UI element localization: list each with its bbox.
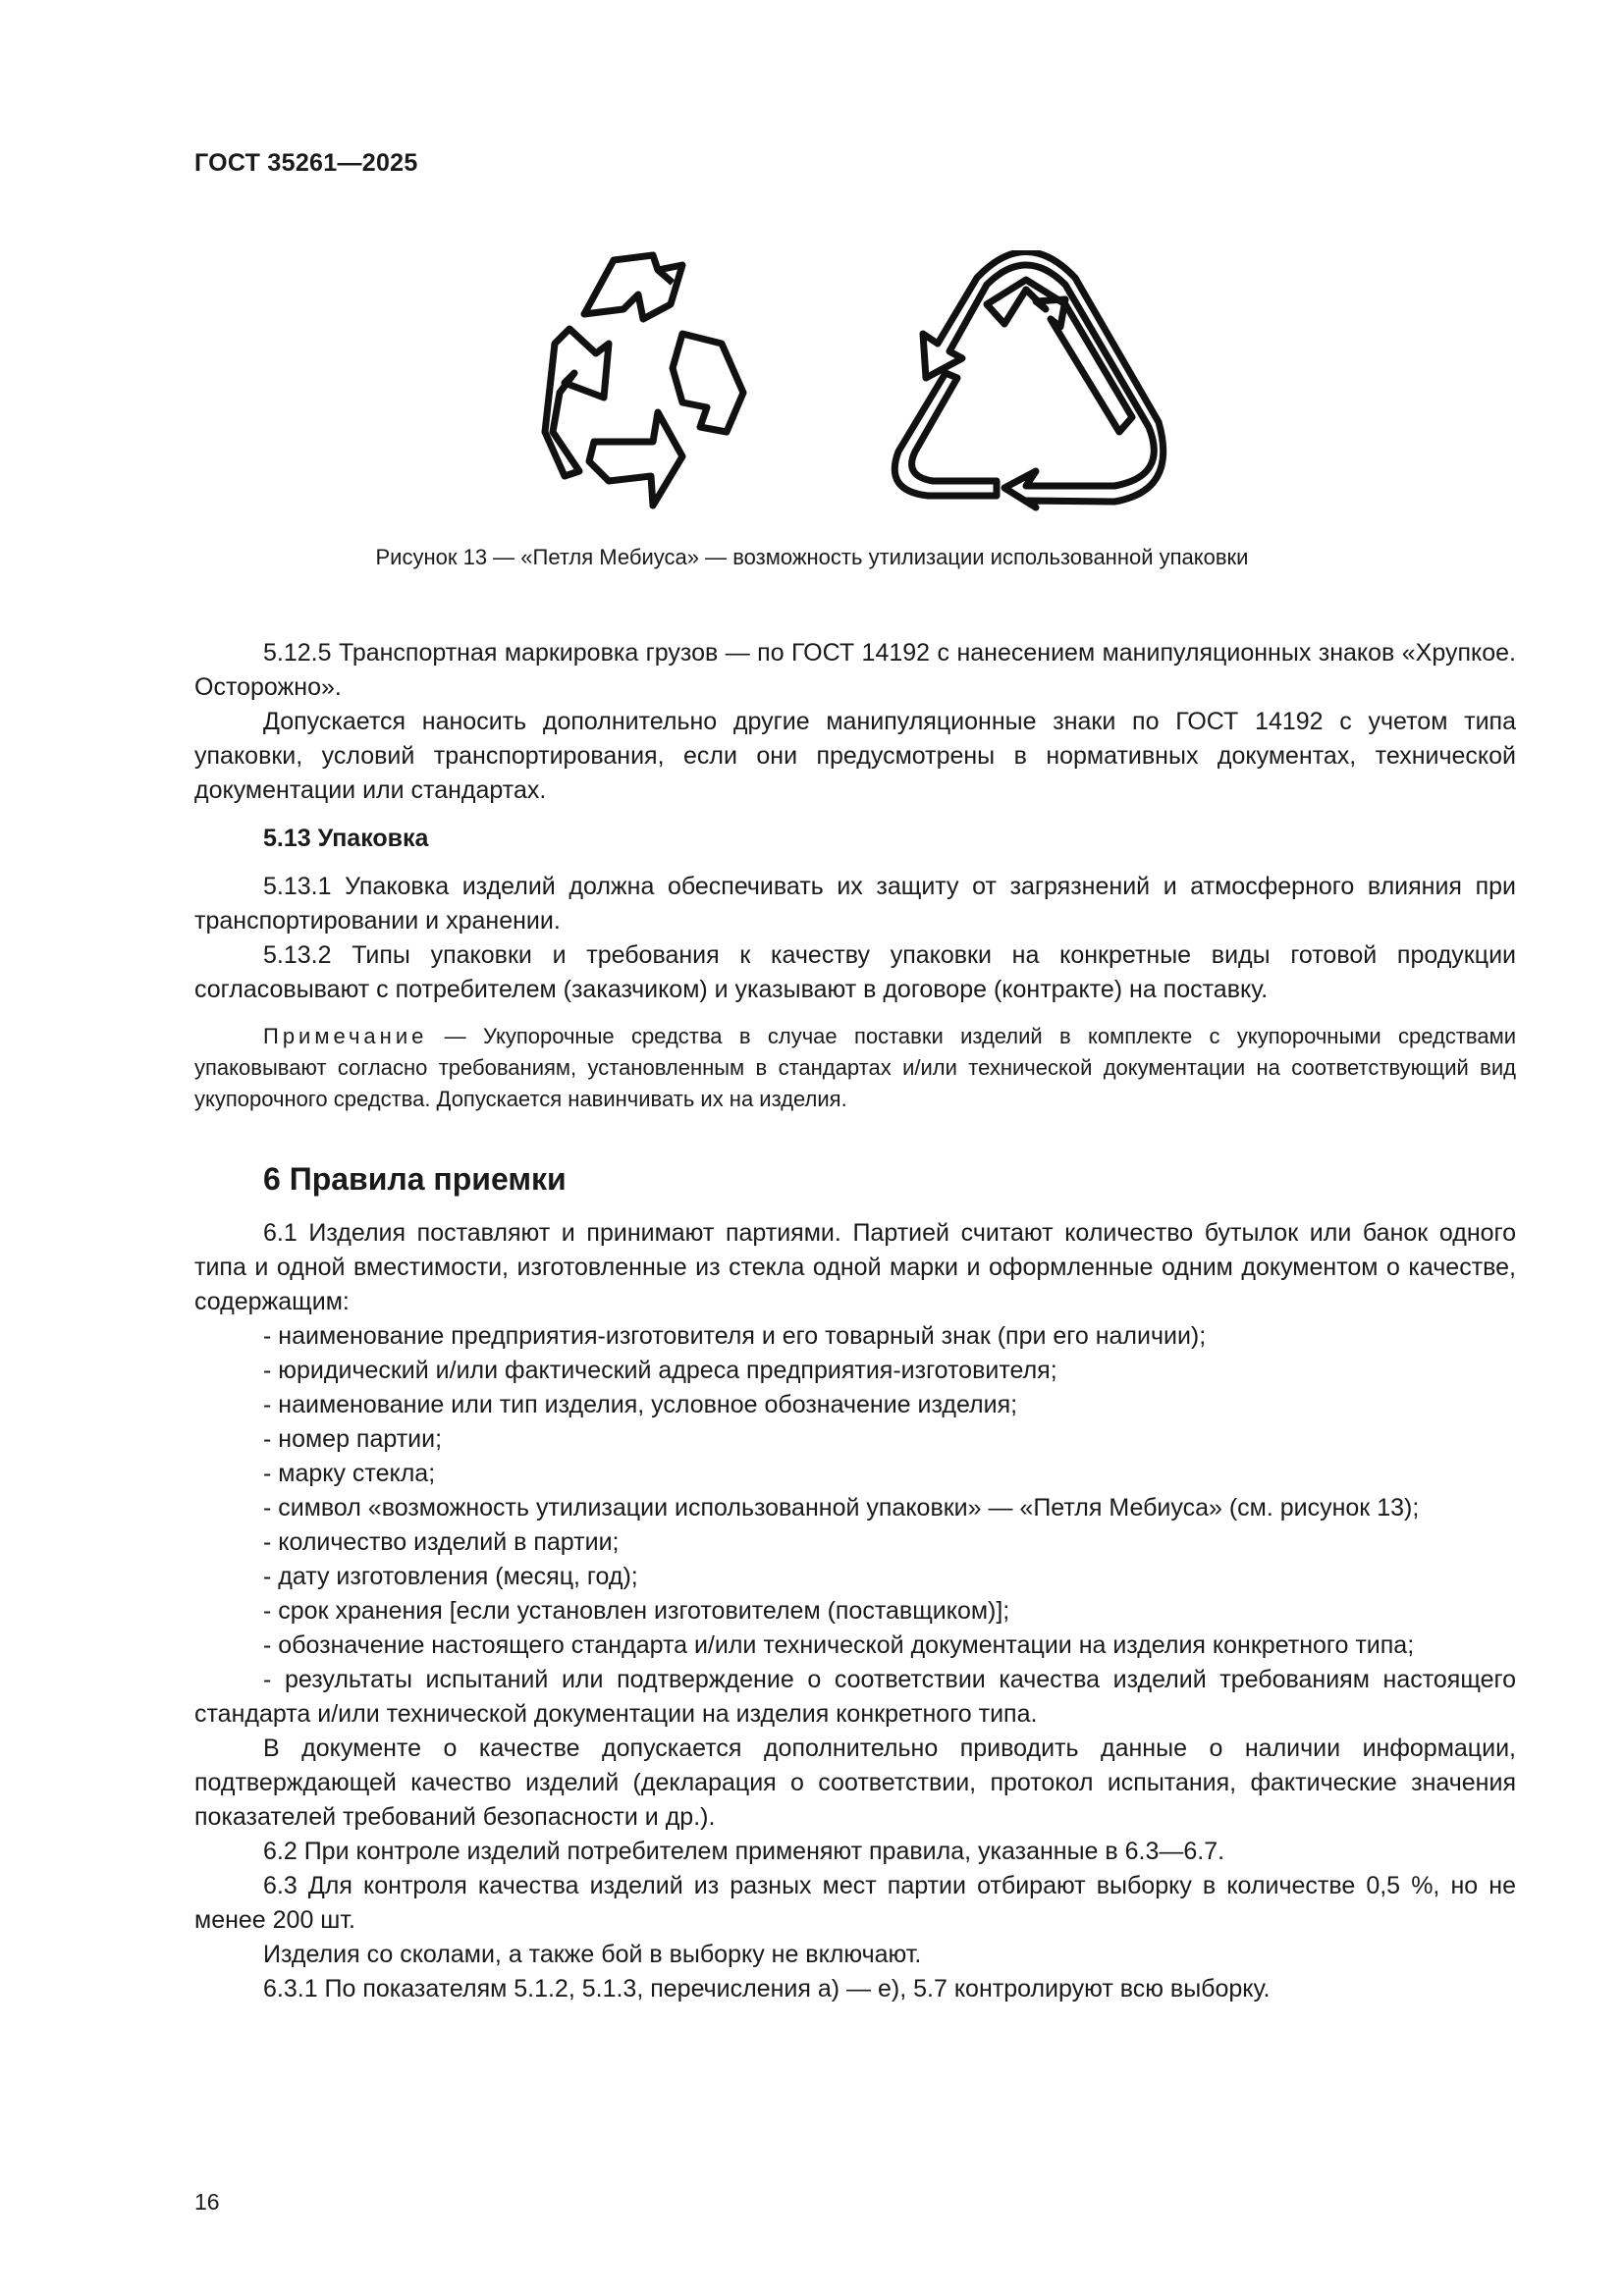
paragraph-chips: Изделия со сколами, а также бой в выборку не включают. bbox=[263, 1941, 922, 1968]
list-item: - количество изделий в партии; bbox=[263, 1528, 620, 1556]
list-item: - наименование или тип изделия, условное обозначение изделия; bbox=[263, 1391, 1018, 1418]
list-item: - юридический и/или фактический адреса предприятия-изготовителя; bbox=[263, 1357, 1057, 1384]
subsection-title-5-13: 5.13 Упаковка bbox=[263, 825, 429, 852]
list-item: - символ «возможность утилизации использованной упаковки» — «Петля Мебиуса» (см. рисунок 13); bbox=[263, 1494, 1420, 1522]
mobius-loop-icon bbox=[879, 250, 1173, 515]
list-item: - результаты испытаний или подтверждение о соответствии качества изделий требованиям настоящего стандарта и/или технической документации на изделия конкретного типа. bbox=[194, 1666, 1516, 1728]
list-item: - дату изготовления (месяц, год); bbox=[263, 1563, 638, 1590]
list-item: - номер партии; bbox=[263, 1425, 443, 1453]
paragraph-5-12-5-extra: Допускается наносить дополнительно другие манипуляционные знаки по ГОСТ 14192 с учетом типа упаковки, условий транспортирования, если они предусмотрены в нормативных документах, технической документации или стандартах. bbox=[194, 708, 1516, 804]
list-item: - марку стекла; bbox=[263, 1460, 436, 1487]
paragraph-5-13-1: 5.13.1 Упаковка изделий должна обеспечивать их защиту от загрязнений и атмосферного влияния при транспортировании и хранении. bbox=[194, 873, 1516, 934]
paragraph-quality-document: В документе о качестве допускается дополнительно приводить данные о наличии информации, подтверждающей качество изделий (декларация о соответствии, протокол испытания, фактические значения показателей требований безопасности и др.). bbox=[194, 1735, 1516, 1831]
paragraph-6-3-1: 6.3.1 По показателям 5.1.2, 5.1.3, перечисления а) — е), 5.7 контролируют всю выборку. bbox=[263, 1975, 1271, 2002]
note-lead: Примечание bbox=[263, 1024, 428, 1048]
paragraph-6-2: 6.2 При контроле изделий потребителем применяют правила, указанные в 6.3—6.7. bbox=[263, 1838, 1225, 1865]
page-number: 16 bbox=[194, 2189, 220, 2215]
section-title-6: 6 Правила приемки bbox=[263, 1161, 567, 1197]
list-item: - срок хранения [если установлен изготовителем (поставщиком)]; bbox=[263, 1597, 1010, 1625]
figure-13 bbox=[0, 236, 1624, 530]
list-item: - наименование предприятия-изготовителя и его товарный знак (при его наличии); bbox=[263, 1322, 1207, 1350]
paragraph-6-1: 6.1 Изделия поставляют и принимают партиями. Партией считают количество бутылок или банок одного типа и одной вместимости, изготовленные из стекла одной марки и оформленные одним документом о качестве, содержащим: bbox=[194, 1219, 1516, 1315]
note-5-13 bbox=[194, 1021, 1516, 1115]
document-body bbox=[194, 636, 1516, 2006]
recycling-arrows-icon bbox=[535, 236, 751, 520]
paragraph-5-12-5: 5.12.5 Транспортная маркировка грузов — по ГОСТ 14192 с нанесением манипуляционных знаков «Хрупкое. Осторожно». bbox=[194, 639, 1516, 701]
paragraph-6-3: 6.3 Для контроля качества изделий из разных мест партии отбирают выборку в количестве 0,5 %, но не менее 200 шт. bbox=[194, 1872, 1516, 1934]
list-item: - обозначение настоящего стандарта и/или технической документации на изделия конкретного типа; bbox=[263, 1631, 1415, 1659]
paragraph-5-13-2: 5.13.2 Типы упаковки и требования к качеству упаковки на конкретные виды готовой продукции согласовывают с потребителем (заказчиком) и указывают в договоре (контракте) на поставку. bbox=[194, 941, 1516, 1003]
note-text: — Укупорочные средства в случае поставки изделий в комплекте с укупорочными средствами упаковывают согласно требованиям, установленным в стандартах и/или технической документации на соответствующий вид укупорочного средства. Допускается навинчивать их на изделия. bbox=[194, 1024, 1516, 1111]
figure-caption: Рисунок 13 — «Петля Мебиуса» — возможность утилизации использованной упаковки bbox=[375, 545, 1249, 569]
document-code-header: ГОСТ 35261—2025 bbox=[194, 149, 418, 177]
